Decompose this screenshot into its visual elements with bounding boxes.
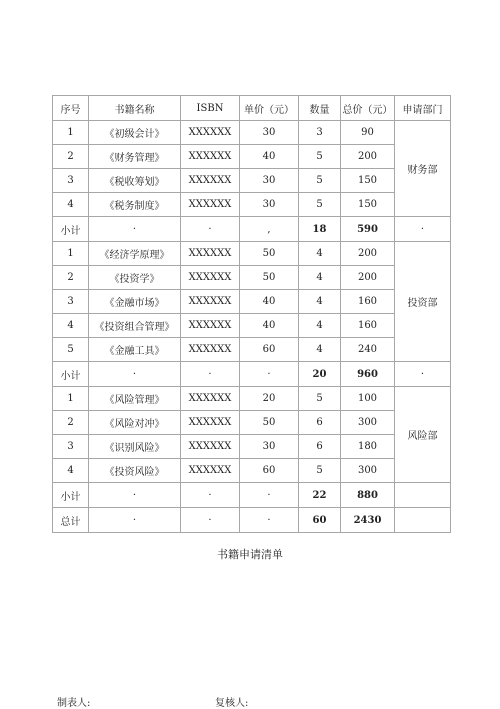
subtotal-quantity: 18 — [299, 217, 341, 242]
cell-department: 风险部 — [395, 387, 451, 483]
cell-quantity: 4 — [299, 314, 341, 338]
header-total-price: 总价（元） — [341, 96, 395, 121]
subtotal-total-price: 880 — [341, 483, 395, 508]
subtotal-dept-placeholder — [395, 483, 451, 508]
cell-book-name: 《经济学原理》 — [89, 242, 181, 266]
cell-index: 3 — [53, 290, 89, 314]
cell-book-name: 《金融工具》 — [89, 338, 181, 362]
grand-total-row — [53, 508, 451, 533]
cell-total-price: 200 — [341, 242, 395, 266]
header-isbn: ISBN — [181, 96, 240, 121]
cell-index: 4 — [53, 459, 89, 483]
cell-isbn: XXXXXX — [181, 314, 240, 338]
cell-isbn: XXXXXX — [181, 387, 240, 411]
cell-unit-price: 40 — [240, 290, 299, 314]
subtotal-dept-placeholder: · — [395, 217, 451, 242]
subtotal-quantity: 22 — [299, 483, 341, 508]
cell-index: 2 — [53, 266, 89, 290]
cell-quantity: 4 — [299, 290, 341, 314]
table-row — [53, 338, 451, 362]
table-row — [53, 169, 451, 193]
cell-index: 3 — [53, 169, 89, 193]
cell-total-price: 300 — [341, 459, 395, 483]
cell-book-name: 《投资学》 — [89, 266, 181, 290]
cell-isbn: XXXXXX — [181, 193, 240, 217]
subtotal-total-price: 590 — [341, 217, 395, 242]
subtotal-label: 小计 — [53, 483, 89, 508]
table-row — [53, 242, 451, 266]
subtotal-name-placeholder: · — [89, 362, 181, 387]
cell-quantity: 5 — [299, 193, 341, 217]
cell-quantity: 5 — [299, 459, 341, 483]
cell-quantity: 4 — [299, 242, 341, 266]
cell-book-name: 《投资风险》 — [89, 459, 181, 483]
subtotal-isbn-placeholder: · — [181, 217, 240, 242]
table-row — [53, 193, 451, 217]
cell-total-price: 300 — [341, 411, 395, 435]
cell-isbn: XXXXXX — [181, 145, 240, 169]
table-row — [53, 266, 451, 290]
preparer-label: 制表人: — [57, 698, 91, 709]
cell-isbn: XXXXXX — [181, 121, 240, 145]
header-book-name: 书籍名称 — [89, 96, 181, 121]
total-isbn-placeholder: · — [181, 508, 240, 533]
subtotal-name-placeholder: · — [89, 483, 181, 508]
subtotal-label: 小计 — [53, 362, 89, 387]
cell-isbn: XXXXXX — [181, 169, 240, 193]
total-quantity: 60 — [299, 508, 341, 533]
table-row — [53, 121, 451, 145]
table-row — [53, 145, 451, 169]
cell-quantity: 3 — [299, 121, 341, 145]
cell-book-name: 《投资组合管理》 — [89, 314, 181, 338]
table-row — [53, 314, 451, 338]
cell-total-price: 200 — [341, 145, 395, 169]
cell-quantity: 5 — [299, 145, 341, 169]
cell-department: 投资部 — [395, 242, 451, 362]
table-row — [53, 411, 451, 435]
cell-index: 2 — [53, 145, 89, 169]
cell-quantity: 5 — [299, 169, 341, 193]
cell-isbn: XXXXXX — [181, 290, 240, 314]
total-dept-placeholder — [395, 508, 451, 533]
cell-unit-price: 30 — [240, 435, 299, 459]
cell-book-name: 《初级会计》 — [89, 121, 181, 145]
cell-unit-price: 60 — [240, 459, 299, 483]
cell-total-price: 180 — [341, 435, 395, 459]
cell-index: 3 — [53, 435, 89, 459]
header-unit-price: 单价（元） — [240, 96, 299, 121]
cell-index: 4 — [53, 314, 89, 338]
total-name-placeholder: · — [89, 508, 181, 533]
subtotal-row — [53, 483, 451, 508]
cell-isbn: XXXXXX — [181, 266, 240, 290]
table-row — [53, 435, 451, 459]
cell-index: 1 — [53, 121, 89, 145]
cell-unit-price: 50 — [240, 411, 299, 435]
cell-book-name: 《金融市场》 — [89, 290, 181, 314]
table-header-row — [53, 96, 451, 121]
cell-book-name: 《财务管理》 — [89, 145, 181, 169]
subtotal-total-price: 960 — [341, 362, 395, 387]
cell-department: 财务部 — [395, 121, 451, 217]
subtotal-price-placeholder: · — [240, 362, 299, 387]
cell-isbn: XXXXXX — [181, 435, 240, 459]
cell-isbn: XXXXXX — [181, 242, 240, 266]
table-row — [53, 459, 451, 483]
cell-unit-price: 40 — [240, 314, 299, 338]
cell-total-price: 150 — [341, 169, 395, 193]
cell-unit-price: 50 — [240, 242, 299, 266]
reviewer-label: 复核人: — [215, 698, 249, 709]
header-index: 序号 — [53, 96, 89, 121]
cell-unit-price: 20 — [240, 387, 299, 411]
cell-index: 1 — [53, 242, 89, 266]
cell-isbn: XXXXXX — [181, 459, 240, 483]
table-row — [53, 290, 451, 314]
cell-total-price: 200 — [341, 266, 395, 290]
cell-unit-price: 40 — [240, 145, 299, 169]
cell-total-price: 90 — [341, 121, 395, 145]
cell-total-price: 240 — [341, 338, 395, 362]
cell-unit-price: 30 — [240, 169, 299, 193]
cell-quantity: 5 — [299, 387, 341, 411]
total-price-placeholder: · — [240, 508, 299, 533]
cell-unit-price: 30 — [240, 193, 299, 217]
subtotal-row — [53, 362, 451, 387]
subtotal-row — [53, 217, 451, 242]
subtotal-price-placeholder: · — [240, 483, 299, 508]
cell-unit-price: 30 — [240, 121, 299, 145]
cell-quantity: 4 — [299, 338, 341, 362]
cell-total-price: 160 — [341, 314, 395, 338]
cell-unit-price: 60 — [240, 338, 299, 362]
cell-quantity: 6 — [299, 411, 341, 435]
cell-book-name: 《识别风险》 — [89, 435, 181, 459]
cell-index: 5 — [53, 338, 89, 362]
cell-isbn: XXXXXX — [181, 411, 240, 435]
cell-isbn: XXXXXX — [181, 338, 240, 362]
subtotal-dept-placeholder: · — [395, 362, 451, 387]
subtotal-isbn-placeholder: · — [181, 483, 240, 508]
cell-quantity: 4 — [299, 266, 341, 290]
cell-book-name: 《税务制度》 — [89, 193, 181, 217]
table-row — [53, 387, 451, 411]
subtotal-label: 小计 — [53, 217, 89, 242]
cell-book-name: 《风险管理》 — [89, 387, 181, 411]
header-department: 申请部门 — [395, 96, 451, 121]
table-caption: 书籍申请清单 — [217, 548, 283, 561]
cell-quantity: 6 — [299, 435, 341, 459]
cell-book-name: 《风险对冲》 — [89, 411, 181, 435]
subtotal-price-placeholder: , — [240, 217, 299, 242]
cell-unit-price: 50 — [240, 266, 299, 290]
book-request-table — [52, 95, 451, 533]
subtotal-isbn-placeholder: · — [181, 362, 240, 387]
cell-index: 2 — [53, 411, 89, 435]
cell-index: 1 — [53, 387, 89, 411]
cell-total-price: 100 — [341, 387, 395, 411]
cell-book-name: 《税收筹划》 — [89, 169, 181, 193]
cell-total-price: 160 — [341, 290, 395, 314]
total-label: 总计 — [53, 508, 89, 533]
cell-total-price: 150 — [341, 193, 395, 217]
subtotal-quantity: 20 — [299, 362, 341, 387]
header-quantity: 数量 — [299, 96, 341, 121]
total-total-price: 2430 — [341, 508, 395, 533]
subtotal-name-placeholder: · — [89, 217, 181, 242]
cell-index: 4 — [53, 193, 89, 217]
